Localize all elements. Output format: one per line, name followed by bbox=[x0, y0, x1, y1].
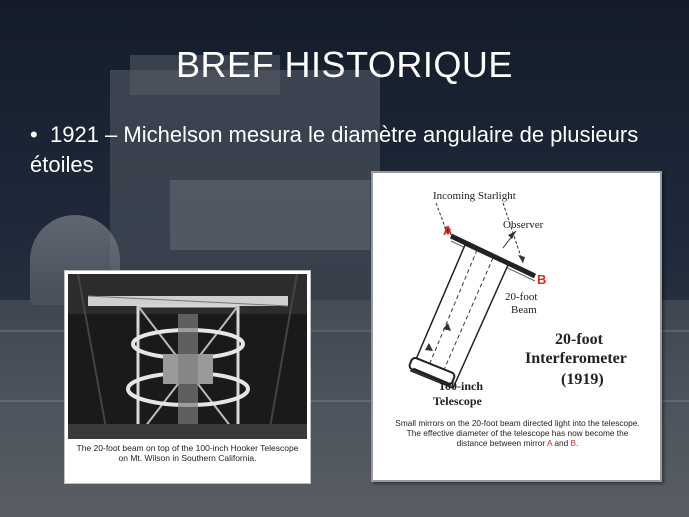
mirror-a-label: A bbox=[443, 223, 453, 238]
caption-and: and bbox=[554, 438, 569, 448]
diagram-year: (1919) bbox=[561, 371, 604, 388]
telescope-photo-drawing bbox=[68, 274, 307, 439]
photo-caption: The 20-foot beam on top of the 100-inch Hooker Telescope on Mt. Wilson in Southern California. bbox=[76, 443, 299, 463]
beam-label: 20-foot bbox=[505, 291, 538, 303]
slide-title: BREF HISTORIQUE bbox=[176, 44, 513, 85]
telescope-photo bbox=[68, 274, 307, 439]
incoming-starlight-label: Incoming Starlight bbox=[433, 190, 516, 202]
telescope-label-1: 100-inch bbox=[439, 379, 484, 393]
bullet-marker: • bbox=[30, 122, 38, 147]
diagram-heading-2: Interferometer bbox=[525, 350, 627, 367]
interferometer-diagram-card bbox=[371, 171, 662, 482]
beam-label-2: Beam bbox=[511, 304, 537, 316]
telescope-label-2: Telescope bbox=[433, 394, 482, 408]
diagram-caption-text: Small mirrors on the 20-foot beam directed light into the telescope. The effective diameter of the telescope has now become the distance between mirror bbox=[395, 418, 640, 448]
diagram-heading-1: 20-foot bbox=[555, 331, 603, 348]
telescope-photo-card bbox=[64, 270, 311, 484]
observatory-facade bbox=[170, 180, 370, 250]
caption-mirror-a: A bbox=[547, 438, 553, 448]
diagram-caption bbox=[395, 418, 640, 448]
bullet-text: 1921 – Michelson mesura le diamètre angulaire de plusieurs étoiles bbox=[30, 122, 639, 177]
observer-label: Observer bbox=[503, 219, 544, 231]
caption-end: . bbox=[576, 438, 579, 448]
caption-mirror-b: B bbox=[570, 438, 577, 448]
mirror-b-label: B bbox=[537, 272, 547, 287]
